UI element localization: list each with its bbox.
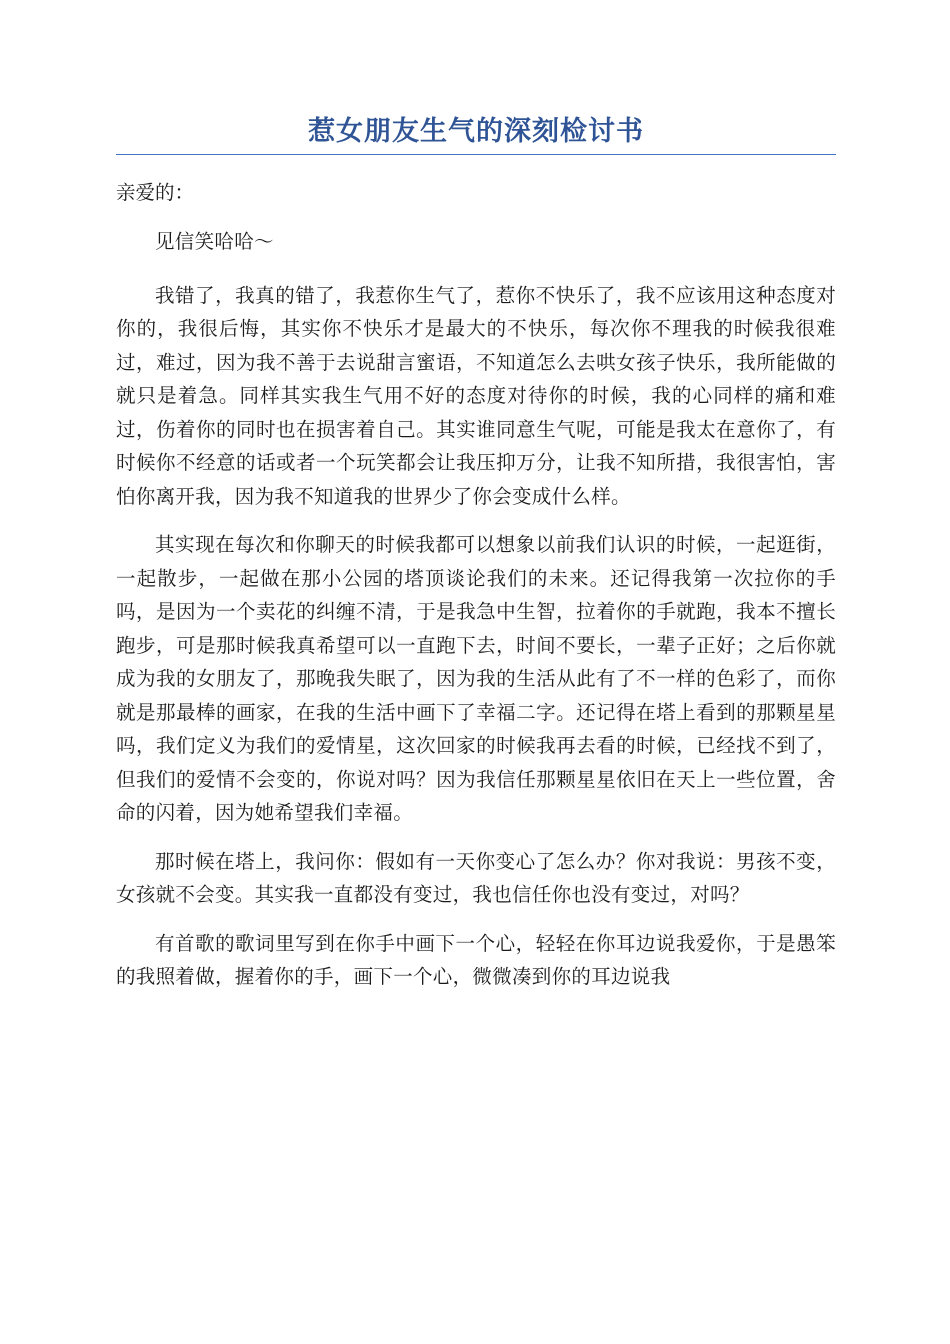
salutation: 亲爱的： xyxy=(116,181,195,204)
title-underline xyxy=(116,154,836,155)
paragraph-tower-promise: 那时候在塔上，我问你：假如有一天你变心了怎么办？你对我说：男孩不变，女孩就不会变。其实我一直都没有变过，我也信任你也没有变过，对吗？ xyxy=(116,849,836,906)
document-title: 惹女朋友生气的深刻检讨书 xyxy=(308,116,644,147)
document-page xyxy=(116,0,836,994)
paragraph-greeting: 见信笑哈哈～ xyxy=(155,230,274,253)
paragraph-apology: 我错了，我真的错了，我惹你生气了，惹你不快乐了，我不应该用这种态度对你的，我很后悔，其实你不快乐才是最大的不快乐，每次你不理我的时候我很难过，难过，因为我不善于去说甜言蜜语，不知道怎么去哄女孩子快乐，我所能做的就只是着急。同样其实我生气用不好的态度对待你的时候，我的心同样的痛和难过，伤着你的同时也在损害着自己。其实谁同意生气呢，可能是我太在意你了，有时候你不经意的话或者一个玩笑都会让我压抑万分，让我不知所措，我很害怕，害怕你离开我，因为我不知道我的世界少了你会变成什么样。 xyxy=(116,283,836,508)
paragraph-song-lyrics: 有首歌的歌词里写到在你手中画下一个心，轻轻在你耳边说我爱你，于是愚笨的我照着做，握着你的手，画下一个心，微微凑到你的耳边说我 xyxy=(116,931,836,988)
paragraph-memories: 其实现在每次和你聊天的时候我都可以想象以前我们认识的时候，一起逛街，一起散步，一起做在那小公园的塔顶谈论我们的未来。还记得我第一次拉你的手吗，是因为一个卖花的纠缠不清，于是我急中生智，拉着你的手就跑，我本不擅长跑步，可是那时候我真希望可以一直跑下去，时间不要长，一辈子正好；之后你就成为我的女朋友了，那晚我失眠了，因为我的生活从此有了不一样的色彩了，而你就是那最棒的画家，在我的生活中画下了幸福二字。还记得在塔上看到的那颗星星吗，我们定义为我们的爱情星，这次回家的时候我再去看的时候，已经找不到了，但我们的爱情不会变的，你说对吗？因为我信任那颗星星依旧在天上一些位置，舍命的闪着，因为她希望我们幸福。 xyxy=(116,533,836,824)
